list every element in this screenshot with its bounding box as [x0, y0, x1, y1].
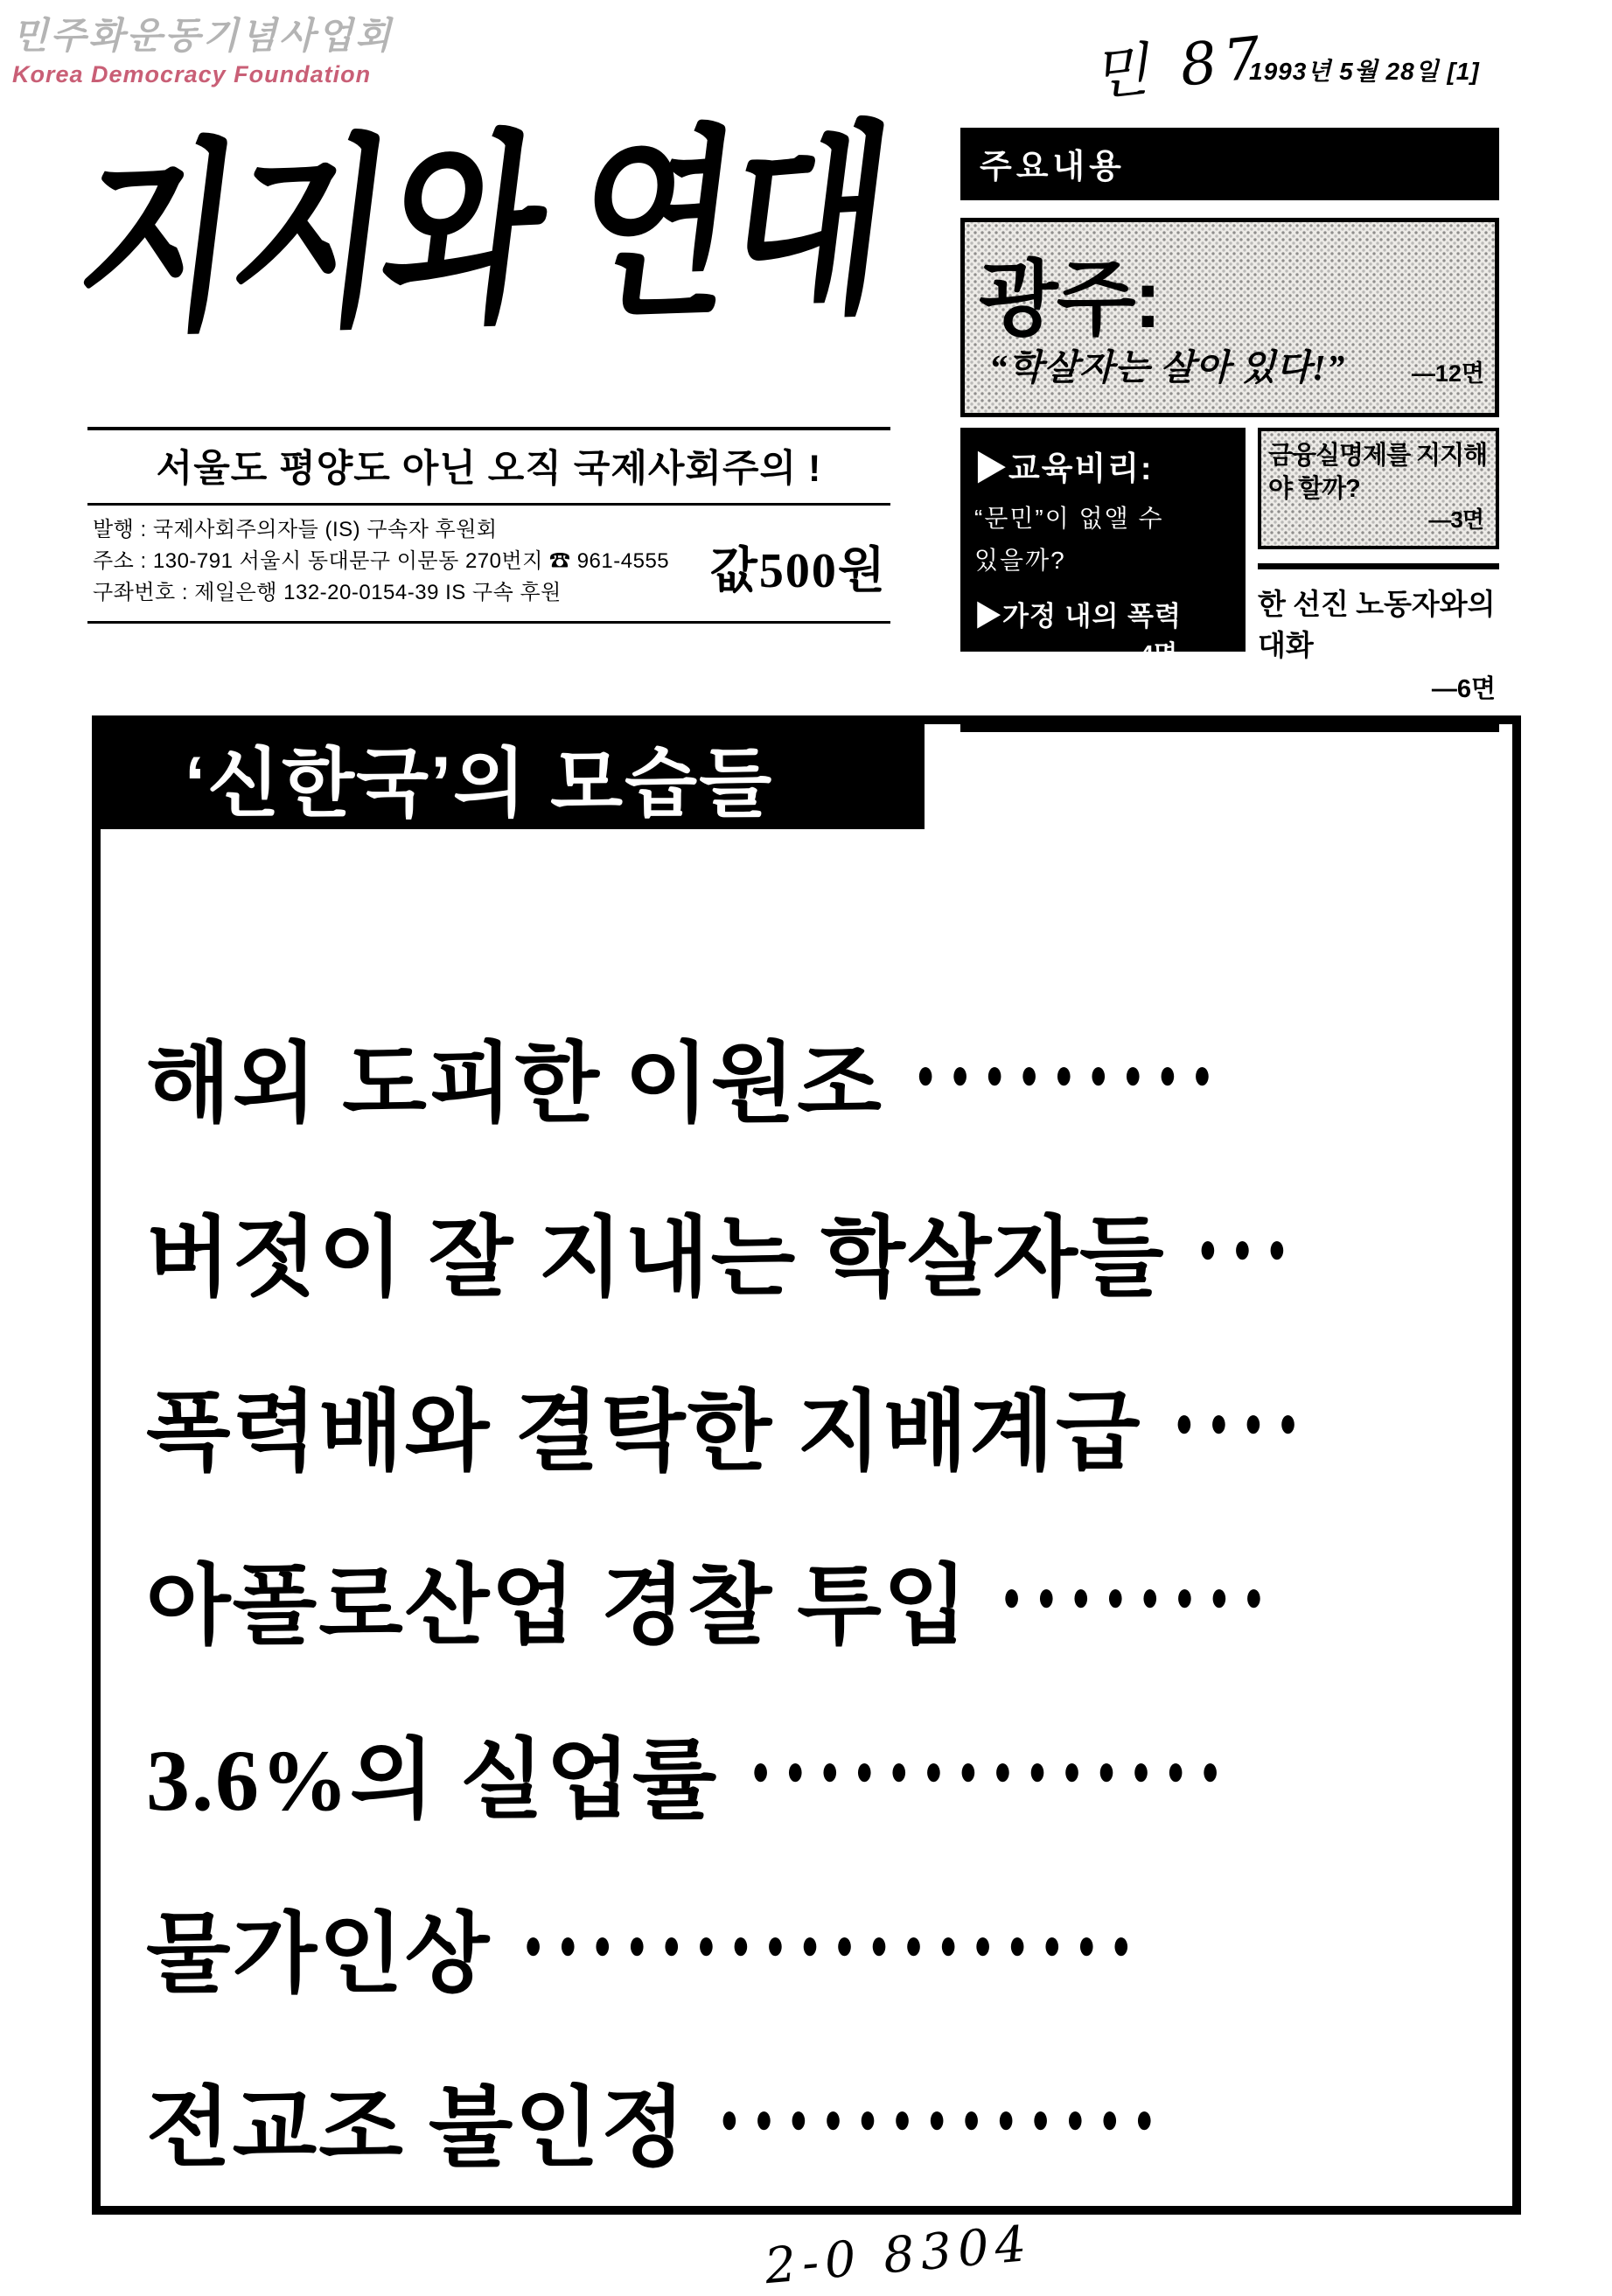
tagline-block	[87, 427, 890, 624]
price-label: 값500원	[709, 544, 887, 598]
finance-box	[1258, 428, 1499, 549]
handwritten-archive-note: 민 87	[1089, 23, 1271, 109]
finance-title: 금융실명제를 지지해야 할까?	[1268, 442, 1488, 503]
education-line1: “문민”이 없앨 수	[974, 505, 1164, 532]
headline-leader-dots: ●●●●●●●●●●●●●●●●●●	[524, 1921, 1148, 1970]
masthead-title: 지지와 연대	[66, 108, 897, 356]
masthead	[66, 108, 920, 392]
headline-row	[146, 2033, 1486, 2207]
contents-header: 주요내용	[960, 128, 1499, 200]
contents-sidebar	[960, 128, 1499, 732]
gwangju-title: 광주:	[979, 253, 1160, 345]
publication-info	[87, 506, 890, 621]
headline-row	[146, 988, 1486, 1162]
headline-label: 아폴로산업 경찰 투입	[146, 1557, 970, 1655]
foundation-watermark-english: Korea Democracy Foundation	[12, 61, 372, 87]
gwangju-page-ref: —12면	[1411, 360, 1484, 387]
contents-lower-row	[960, 428, 1499, 705]
headline-list	[146, 988, 1486, 2207]
education-line2: 있을까?	[974, 547, 1066, 574]
main-title-bar	[101, 724, 925, 829]
tagline: 서울도 평양도 아닌 오직 국제사회주의 !	[156, 448, 822, 490]
main-headline-box	[92, 715, 1521, 2215]
worker-divider	[1258, 563, 1499, 569]
worker-dialog-title: 한 선진 노동자와의 대화	[1258, 590, 1496, 663]
headline-label: 버젓이 잘 지내는 학살자들	[146, 1209, 1166, 1307]
headline-label: 3.6%의 실업률	[146, 1731, 719, 1829]
headline-row	[146, 1511, 1486, 1685]
publisher-line: 발행 : 국제사회주의자들 (IS) 구속자 후원회	[93, 518, 498, 541]
headline-leader-dots: ●●●●●●●●●●●●●●	[751, 1747, 1236, 1796]
headline-label: 폭력배와 결탁한 지배계급	[146, 1383, 1142, 1481]
headline-row	[146, 1685, 1486, 1859]
main-title: ‘신한국’의 모습들	[185, 742, 774, 826]
issue-date: 1993년 5월 28일 [1]	[1249, 58, 1480, 85]
gwangju-quote: “학살자는 살아 있다!”	[989, 347, 1346, 387]
headline-row	[146, 1336, 1486, 1511]
handwritten-bottom-number: 2-0 8304	[762, 2215, 1035, 2296]
education-box	[960, 428, 1246, 667]
headline-leader-dots: ●●●●●●●●●	[916, 1050, 1228, 1099]
headline-leader-dots: ●●●●●●●●	[1002, 1573, 1280, 1622]
address-line: 주소 : 130-791 서울시 동대문구 이문동 270번지 ☎ 961-4555	[93, 549, 670, 573]
headline-label: 물가인상	[146, 1905, 492, 2003]
headline-row	[146, 1859, 1486, 2033]
headline-label: 해외 도피한 이원조	[146, 1035, 883, 1133]
account-line: 구좌번호 : 제일은행 132-20-0154-39 IS 구속 후원	[93, 581, 562, 604]
education-title: ▶교육비리:	[974, 450, 1154, 486]
gwangju-feature-box	[960, 218, 1499, 417]
family-violence-page-ref: —4면	[1115, 640, 1177, 667]
headline-leader-dots: ●●●●	[1175, 1399, 1314, 1448]
headline-label: 전교조 불인정	[146, 2079, 687, 2177]
headline-leader-dots: ●●●●●●●●●●●●●	[720, 2095, 1170, 2144]
foundation-watermark-korean: 민주화운동기념사업회	[12, 14, 394, 57]
family-violence-title: ▶가정 내의 폭력	[974, 601, 1182, 632]
rule-bottom	[87, 621, 890, 624]
headline-row	[146, 1162, 1486, 1336]
contents-right-column	[1258, 428, 1499, 705]
headline-leader-dots: ●●●	[1198, 1225, 1303, 1274]
worker-dialog-page-ref: —6면	[1431, 675, 1496, 704]
finance-page-ref: —3면	[1428, 506, 1483, 534]
